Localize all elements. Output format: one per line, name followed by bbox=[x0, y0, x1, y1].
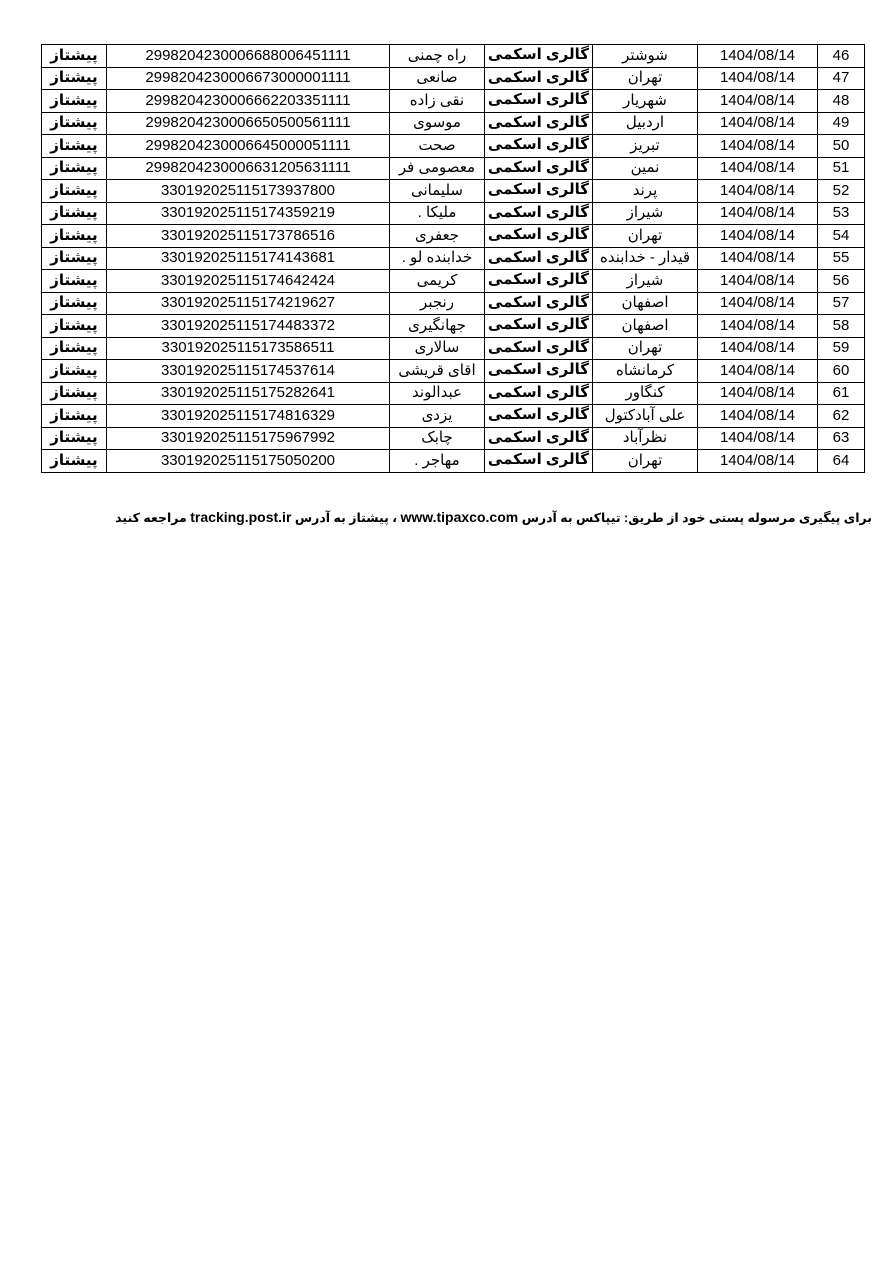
tipax-url: www.tipaxco.com bbox=[400, 509, 519, 525]
tracking-number-cell: 330192025115174537614 bbox=[107, 360, 390, 383]
sender-cell: گالری اسکمی bbox=[485, 450, 593, 473]
shipping-method-cell: پیشتاز bbox=[42, 67, 107, 90]
row-number-cell: 50 bbox=[818, 135, 865, 158]
tracking-number-cell: 330192025115174816329 bbox=[107, 405, 390, 428]
tracking-number-cell: 330192025115174483372 bbox=[107, 315, 390, 338]
city-cell: اردبیل bbox=[593, 112, 698, 135]
city-cell: نمین bbox=[593, 157, 698, 180]
tracking-number-cell: 330192025115173586511 bbox=[107, 337, 390, 360]
sender-cell: گالری اسکمی bbox=[485, 225, 593, 248]
shipping-method-cell: پیشتاز bbox=[42, 382, 107, 405]
city-cell: تبریز bbox=[593, 135, 698, 158]
date-cell: 1404/08/14 bbox=[698, 315, 818, 338]
city-cell: شوشتر bbox=[593, 45, 698, 68]
row-number-cell: 56 bbox=[818, 270, 865, 293]
table-row bbox=[42, 135, 865, 158]
sender-cell: گالری اسکمی bbox=[485, 202, 593, 225]
table-row bbox=[42, 45, 865, 68]
date-cell: 1404/08/14 bbox=[698, 292, 818, 315]
shipping-method-cell: پیشتاز bbox=[42, 405, 107, 428]
sender-cell: گالری اسکمی bbox=[485, 157, 593, 180]
recipient-name-cell: معصومی فر bbox=[390, 157, 485, 180]
date-cell: 1404/08/14 bbox=[698, 405, 818, 428]
date-cell: 1404/08/14 bbox=[698, 247, 818, 270]
row-number-cell: 47 bbox=[818, 67, 865, 90]
sender-cell: گالری اسکمی bbox=[485, 382, 593, 405]
tracking-number-cell: 2998204230006662203351111 bbox=[107, 90, 390, 113]
tracking-number-cell: 2998204230006645000051111 bbox=[107, 135, 390, 158]
row-number-cell: 63 bbox=[818, 427, 865, 450]
shipping-method-cell: پیشتاز bbox=[42, 157, 107, 180]
date-cell: 1404/08/14 bbox=[698, 270, 818, 293]
sender-cell: گالری اسکمی bbox=[485, 427, 593, 450]
date-cell: 1404/08/14 bbox=[698, 202, 818, 225]
date-cell: 1404/08/14 bbox=[698, 90, 818, 113]
recipient-name-cell: سلیمانی bbox=[390, 180, 485, 203]
date-cell: 1404/08/14 bbox=[698, 382, 818, 405]
city-cell: قیدار - خدابنده bbox=[593, 247, 698, 270]
shipments-table-body bbox=[42, 45, 865, 473]
table-row bbox=[42, 360, 865, 383]
recipient-name-cell: یزدی bbox=[390, 405, 485, 428]
date-cell: 1404/08/14 bbox=[698, 225, 818, 248]
row-number-cell: 57 bbox=[818, 292, 865, 315]
sender-cell: گالری اسکمی bbox=[485, 360, 593, 383]
city-cell: تهران bbox=[593, 450, 698, 473]
city-cell: تهران bbox=[593, 225, 698, 248]
shipments-table bbox=[41, 44, 865, 473]
row-number-cell: 48 bbox=[818, 90, 865, 113]
table-row bbox=[42, 247, 865, 270]
date-cell: 1404/08/14 bbox=[698, 45, 818, 68]
sender-cell: گالری اسکمی bbox=[485, 67, 593, 90]
recipient-name-cell: جعفری bbox=[390, 225, 485, 248]
recipient-name-cell: سالاری bbox=[390, 337, 485, 360]
instructions-text-mid: ، پیشتاز به آدرس bbox=[294, 511, 397, 525]
row-number-cell: 61 bbox=[818, 382, 865, 405]
shipping-method-cell: پیشتاز bbox=[42, 135, 107, 158]
recipient-name-cell: کریمی bbox=[390, 270, 485, 293]
sender-cell: گالری اسکمی bbox=[485, 315, 593, 338]
row-number-cell: 53 bbox=[818, 202, 865, 225]
sender-cell: گالری اسکمی bbox=[485, 180, 593, 203]
tracking-number-cell: 330192025115174642424 bbox=[107, 270, 390, 293]
table-row bbox=[42, 270, 865, 293]
date-cell: 1404/08/14 bbox=[698, 450, 818, 473]
table-row bbox=[42, 112, 865, 135]
tracking-number-cell: 330192025115175967992 bbox=[107, 427, 390, 450]
shipping-method-cell: پیشتاز bbox=[42, 45, 107, 68]
sender-cell: گالری اسکمی bbox=[485, 135, 593, 158]
row-number-cell: 62 bbox=[818, 405, 865, 428]
sender-cell: گالری اسکمی bbox=[485, 247, 593, 270]
table-row bbox=[42, 225, 865, 248]
city-cell: اصفهان bbox=[593, 315, 698, 338]
tracking-number-cell: 330192025115174143681 bbox=[107, 247, 390, 270]
recipient-name-cell: صحت bbox=[390, 135, 485, 158]
city-cell: تهران bbox=[593, 337, 698, 360]
table-row bbox=[42, 90, 865, 113]
tracking-number-cell: 330192025115175282641 bbox=[107, 382, 390, 405]
sender-cell: گالری اسکمی bbox=[485, 112, 593, 135]
tracking-instructions bbox=[20, 509, 872, 525]
shipping-method-cell: پیشتاز bbox=[42, 337, 107, 360]
instructions-text-end: مراجعه کنید bbox=[115, 511, 187, 525]
city-cell: پرند bbox=[593, 180, 698, 203]
tracking-number-cell: 2998204230006688006451111 bbox=[107, 45, 390, 68]
city-cell: کرمانشاه bbox=[593, 360, 698, 383]
row-number-cell: 59 bbox=[818, 337, 865, 360]
table-row bbox=[42, 337, 865, 360]
city-cell: کنگاور bbox=[593, 382, 698, 405]
shipping-method-cell: پیشتاز bbox=[42, 270, 107, 293]
table-row bbox=[42, 315, 865, 338]
row-number-cell: 51 bbox=[818, 157, 865, 180]
recipient-name-cell: عبدالوند bbox=[390, 382, 485, 405]
city-cell: علی آبادکتول bbox=[593, 405, 698, 428]
city-cell: اصفهان bbox=[593, 292, 698, 315]
recipient-name-cell: چابک bbox=[390, 427, 485, 450]
recipient-name-cell: خدابنده لو . bbox=[390, 247, 485, 270]
shipping-method-cell: پیشتاز bbox=[42, 450, 107, 473]
sender-cell: گالری اسکمی bbox=[485, 405, 593, 428]
date-cell: 1404/08/14 bbox=[698, 360, 818, 383]
date-cell: 1404/08/14 bbox=[698, 157, 818, 180]
shipping-method-cell: پیشتاز bbox=[42, 292, 107, 315]
date-cell: 1404/08/14 bbox=[698, 337, 818, 360]
recipient-name-cell: نقی زاده bbox=[390, 90, 485, 113]
sender-cell: گالری اسکمی bbox=[485, 270, 593, 293]
instructions-text-start: برای پیگیری مرسوله پستی خود از طریق: تیپاکس به آدرس bbox=[521, 511, 872, 525]
row-number-cell: 54 bbox=[818, 225, 865, 248]
table-row bbox=[42, 292, 865, 315]
table-row bbox=[42, 202, 865, 225]
post-tracking-url: tracking.post.ir bbox=[190, 509, 292, 525]
tracking-number-cell: 2998204230006673000001111 bbox=[107, 67, 390, 90]
recipient-name-cell: مهاجر . bbox=[390, 450, 485, 473]
date-cell: 1404/08/14 bbox=[698, 112, 818, 135]
shipping-method-cell: پیشتاز bbox=[42, 315, 107, 338]
shipping-method-cell: پیشتاز bbox=[42, 360, 107, 383]
tracking-number-cell: 2998204230006631205631111 bbox=[107, 157, 390, 180]
shipping-method-cell: پیشتاز bbox=[42, 180, 107, 203]
tracking-number-cell: 330192025115175050200 bbox=[107, 450, 390, 473]
tracking-number-cell: 2998204230006650500561111 bbox=[107, 112, 390, 135]
sender-cell: گالری اسکمی bbox=[485, 337, 593, 360]
date-cell: 1404/08/14 bbox=[698, 427, 818, 450]
recipient-name-cell: موسوی bbox=[390, 112, 485, 135]
recipient-name-cell: راه چمنی bbox=[390, 45, 485, 68]
table-row bbox=[42, 180, 865, 203]
shipping-method-cell: پیشتاز bbox=[42, 90, 107, 113]
row-number-cell: 64 bbox=[818, 450, 865, 473]
date-cell: 1404/08/14 bbox=[698, 180, 818, 203]
sender-cell: گالری اسکمی bbox=[485, 292, 593, 315]
recipient-name-cell: اقای قریشی bbox=[390, 360, 485, 383]
city-cell: شیراز bbox=[593, 270, 698, 293]
date-cell: 1404/08/14 bbox=[698, 135, 818, 158]
table-row bbox=[42, 157, 865, 180]
date-cell: 1404/08/14 bbox=[698, 67, 818, 90]
shipping-method-cell: پیشتاز bbox=[42, 427, 107, 450]
sender-cell: گالری اسکمی bbox=[485, 90, 593, 113]
table-row bbox=[42, 382, 865, 405]
tracking-number-cell: 330192025115174359219 bbox=[107, 202, 390, 225]
recipient-name-cell: جهانگیری bbox=[390, 315, 485, 338]
row-number-cell: 52 bbox=[818, 180, 865, 203]
table-row bbox=[42, 405, 865, 428]
table-row bbox=[42, 427, 865, 450]
shipping-method-cell: پیشتاز bbox=[42, 112, 107, 135]
row-number-cell: 55 bbox=[818, 247, 865, 270]
table-row bbox=[42, 450, 865, 473]
tracking-number-cell: 330192025115173786516 bbox=[107, 225, 390, 248]
tracking-number-cell: 330192025115174219627 bbox=[107, 292, 390, 315]
shipping-method-cell: پیشتاز bbox=[42, 202, 107, 225]
recipient-name-cell: رنجبر bbox=[390, 292, 485, 315]
table-row bbox=[42, 67, 865, 90]
row-number-cell: 46 bbox=[818, 45, 865, 68]
row-number-cell: 58 bbox=[818, 315, 865, 338]
row-number-cell: 60 bbox=[818, 360, 865, 383]
sender-cell: گالری اسکمی bbox=[485, 45, 593, 68]
city-cell: شیراز bbox=[593, 202, 698, 225]
recipient-name-cell: صانعی bbox=[390, 67, 485, 90]
shipping-method-cell: پیشتاز bbox=[42, 247, 107, 270]
city-cell: شهریار bbox=[593, 90, 698, 113]
city-cell: تهران bbox=[593, 67, 698, 90]
city-cell: نظرآباد bbox=[593, 427, 698, 450]
row-number-cell: 49 bbox=[818, 112, 865, 135]
shipping-method-cell: پیشتاز bbox=[42, 225, 107, 248]
recipient-name-cell: ملیکا . bbox=[390, 202, 485, 225]
tracking-number-cell: 330192025115173937800 bbox=[107, 180, 390, 203]
